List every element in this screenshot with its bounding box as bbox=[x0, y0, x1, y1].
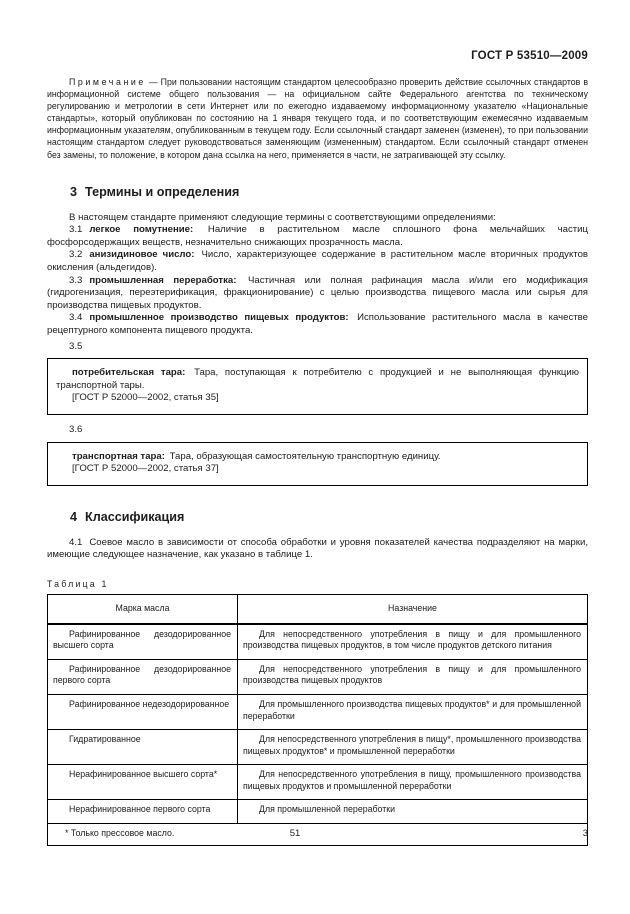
column-header-purpose: Назначение bbox=[238, 594, 588, 623]
term-definition: Тара, образующая самостоятельную транспортную единицу. bbox=[169, 450, 441, 462]
term-number: 3.2 bbox=[69, 249, 83, 261]
boxed-term-paragraph bbox=[56, 451, 579, 464]
clause-number-3-6: 3.6 bbox=[69, 423, 83, 435]
term-number: 3.3 bbox=[69, 274, 83, 286]
term-number: 3.1 bbox=[69, 224, 83, 236]
column-header-oil-grade: Марка масла bbox=[48, 594, 238, 623]
table-footnote: * Только прессовое масло. bbox=[48, 824, 588, 846]
page-number-center: 51 bbox=[289, 828, 301, 839]
term-source-reference: [ГОСТ Р 52000—2002, статья 35] bbox=[72, 392, 219, 404]
table-row bbox=[48, 765, 588, 800]
section-title-text: Классификация bbox=[85, 509, 185, 524]
boxed-term-paragraph bbox=[56, 367, 579, 392]
table-row bbox=[48, 730, 588, 765]
term-name: транспортная тара: bbox=[72, 450, 165, 462]
term-definition: Использование растительного масла в качестве рецептурного компонента пищевого продукта. bbox=[47, 312, 589, 336]
term-3-4 bbox=[47, 312, 588, 337]
cell-purpose: Для непосредственного употребления в пищу и для промышленного производства пищевых продуктов, в том числе продуктов детского питания bbox=[238, 624, 588, 660]
page-number-right: 3 bbox=[582, 828, 588, 839]
term-source-reference: [ГОСТ Р 52000—2002, статья 37] bbox=[72, 463, 219, 475]
term-definition: Тара, поступающая к потребителю с продукцией и не выполняющая функцию транспортной тары. bbox=[56, 367, 579, 391]
table-caption: Таблица 1 bbox=[47, 578, 109, 589]
section-4-title bbox=[70, 510, 588, 524]
clause-text: Соевое масло в зависимости от способа обработки и уровня показателей качества подразделяют на марки, имеющие следующее назначение, как указано в таблице 1. bbox=[47, 536, 588, 561]
cell-oil-grade: Нерафинированное высшего сорта* bbox=[48, 765, 238, 800]
section-3-intro: В настоящем стандарте применяют следующие термины с соответствующими определениями: bbox=[69, 211, 496, 223]
note-text: — При пользовании настоящим стандартом целесообразно проверить действие ссылочных стандартов в информационной системе общего пользования — на официальном сайте Федерального агентства по техническому регулированию и метрологии в сети Интернет или по ежегодно издаваемому информационному указателю «Национальные стандарты», который опубликован по состоянию на 1 января текущего года, и по соответствующим ежемесячно издаваемым информационным указателям, опубликованным в текущем году. Если ссылочный стандарт заменен (изменен), то при пользовании настоящим стандартом следует руководствоваться заменяющим (измененным) стандартом. Если ссылочный стандарт отменен без замены, то положение, в котором дана ссылка на него, применяется в части, не затрагивающей эту ссылку. bbox=[47, 77, 588, 160]
cell-oil-grade: Рафинированное дезодорированное первого сорта bbox=[48, 659, 238, 694]
clause-number: 4.1 bbox=[69, 536, 83, 548]
document-code-header: ГОСТ Р 53510—2009 bbox=[471, 50, 588, 62]
cell-oil-grade: Нерафинированное первого сорта bbox=[48, 800, 238, 824]
section-number: 3 bbox=[70, 184, 78, 199]
section-title-text: Термины и определения bbox=[85, 184, 240, 199]
term-name: промышленная переработка: bbox=[89, 274, 237, 286]
term-number: 3.4 bbox=[69, 312, 83, 324]
clause-number-3-5: 3.5 bbox=[69, 340, 83, 352]
clause-4-1-paragraph bbox=[47, 537, 588, 562]
cell-purpose: Для непосредственного употребления в пищу и для промышленного производства пищевых продуктов bbox=[238, 659, 588, 694]
cell-oil-grade: Гидратированное bbox=[48, 730, 238, 765]
table-row bbox=[48, 694, 588, 729]
table-row bbox=[48, 800, 588, 824]
cell-oil-grade: Рафинированное недезодорированное bbox=[48, 694, 238, 729]
term-name: легкое помутнение: bbox=[89, 224, 194, 236]
term-3-3 bbox=[47, 275, 588, 313]
cell-purpose: Для непосредственного употребления в пищу, промышленного производства пищевых продуктов и промышленной переработки bbox=[238, 765, 588, 800]
term-3-2 bbox=[47, 249, 588, 274]
note-label: Примечание bbox=[69, 77, 146, 87]
classification-table bbox=[47, 594, 588, 846]
term-name: промышленное производство пищевых продуктов: bbox=[89, 312, 349, 324]
note-paragraph bbox=[47, 76, 588, 161]
table-row bbox=[48, 659, 588, 694]
table-row bbox=[48, 624, 588, 660]
cell-oil-grade: Рафинированное дезодорированное высшего сорта bbox=[48, 624, 238, 660]
section-number: 4 bbox=[70, 509, 78, 524]
term-definition: Наличие в растительном масле сплошного фона мельчайших частиц фосфорсодержащих веществ, незначительно снижающих прозрачность масла. bbox=[47, 224, 588, 248]
cell-purpose: Для непосредственного употребления в пищу*, промышленного производства пищевых продуктов* и промышленной переработки bbox=[238, 730, 588, 765]
term-3-1 bbox=[47, 224, 588, 249]
boxed-definition-consumer-packaging bbox=[47, 358, 588, 415]
term-name: потребительская тара: bbox=[72, 367, 186, 379]
boxed-definition-transport-packaging bbox=[47, 442, 588, 486]
cell-purpose: Для промышленного производства пищевых продуктов* и для промышленной переработки bbox=[238, 694, 588, 729]
cell-purpose: Для промышленной переработки bbox=[238, 800, 588, 824]
term-name: анизидиновое число: bbox=[89, 249, 195, 261]
table-header-row bbox=[48, 594, 588, 623]
term-definition: Частичная или полная рафинация масла и/или его модификация (гидрогенизация, переэтерификация, фракционирование) с целью производства пищевого масла или сырья для производства пищевых продуктов. bbox=[47, 274, 588, 311]
term-definition: Число, характеризующее содержание в растительном масле вторичных продуктов окисления (альдегидов). bbox=[47, 249, 589, 274]
section-3-title bbox=[70, 185, 588, 199]
